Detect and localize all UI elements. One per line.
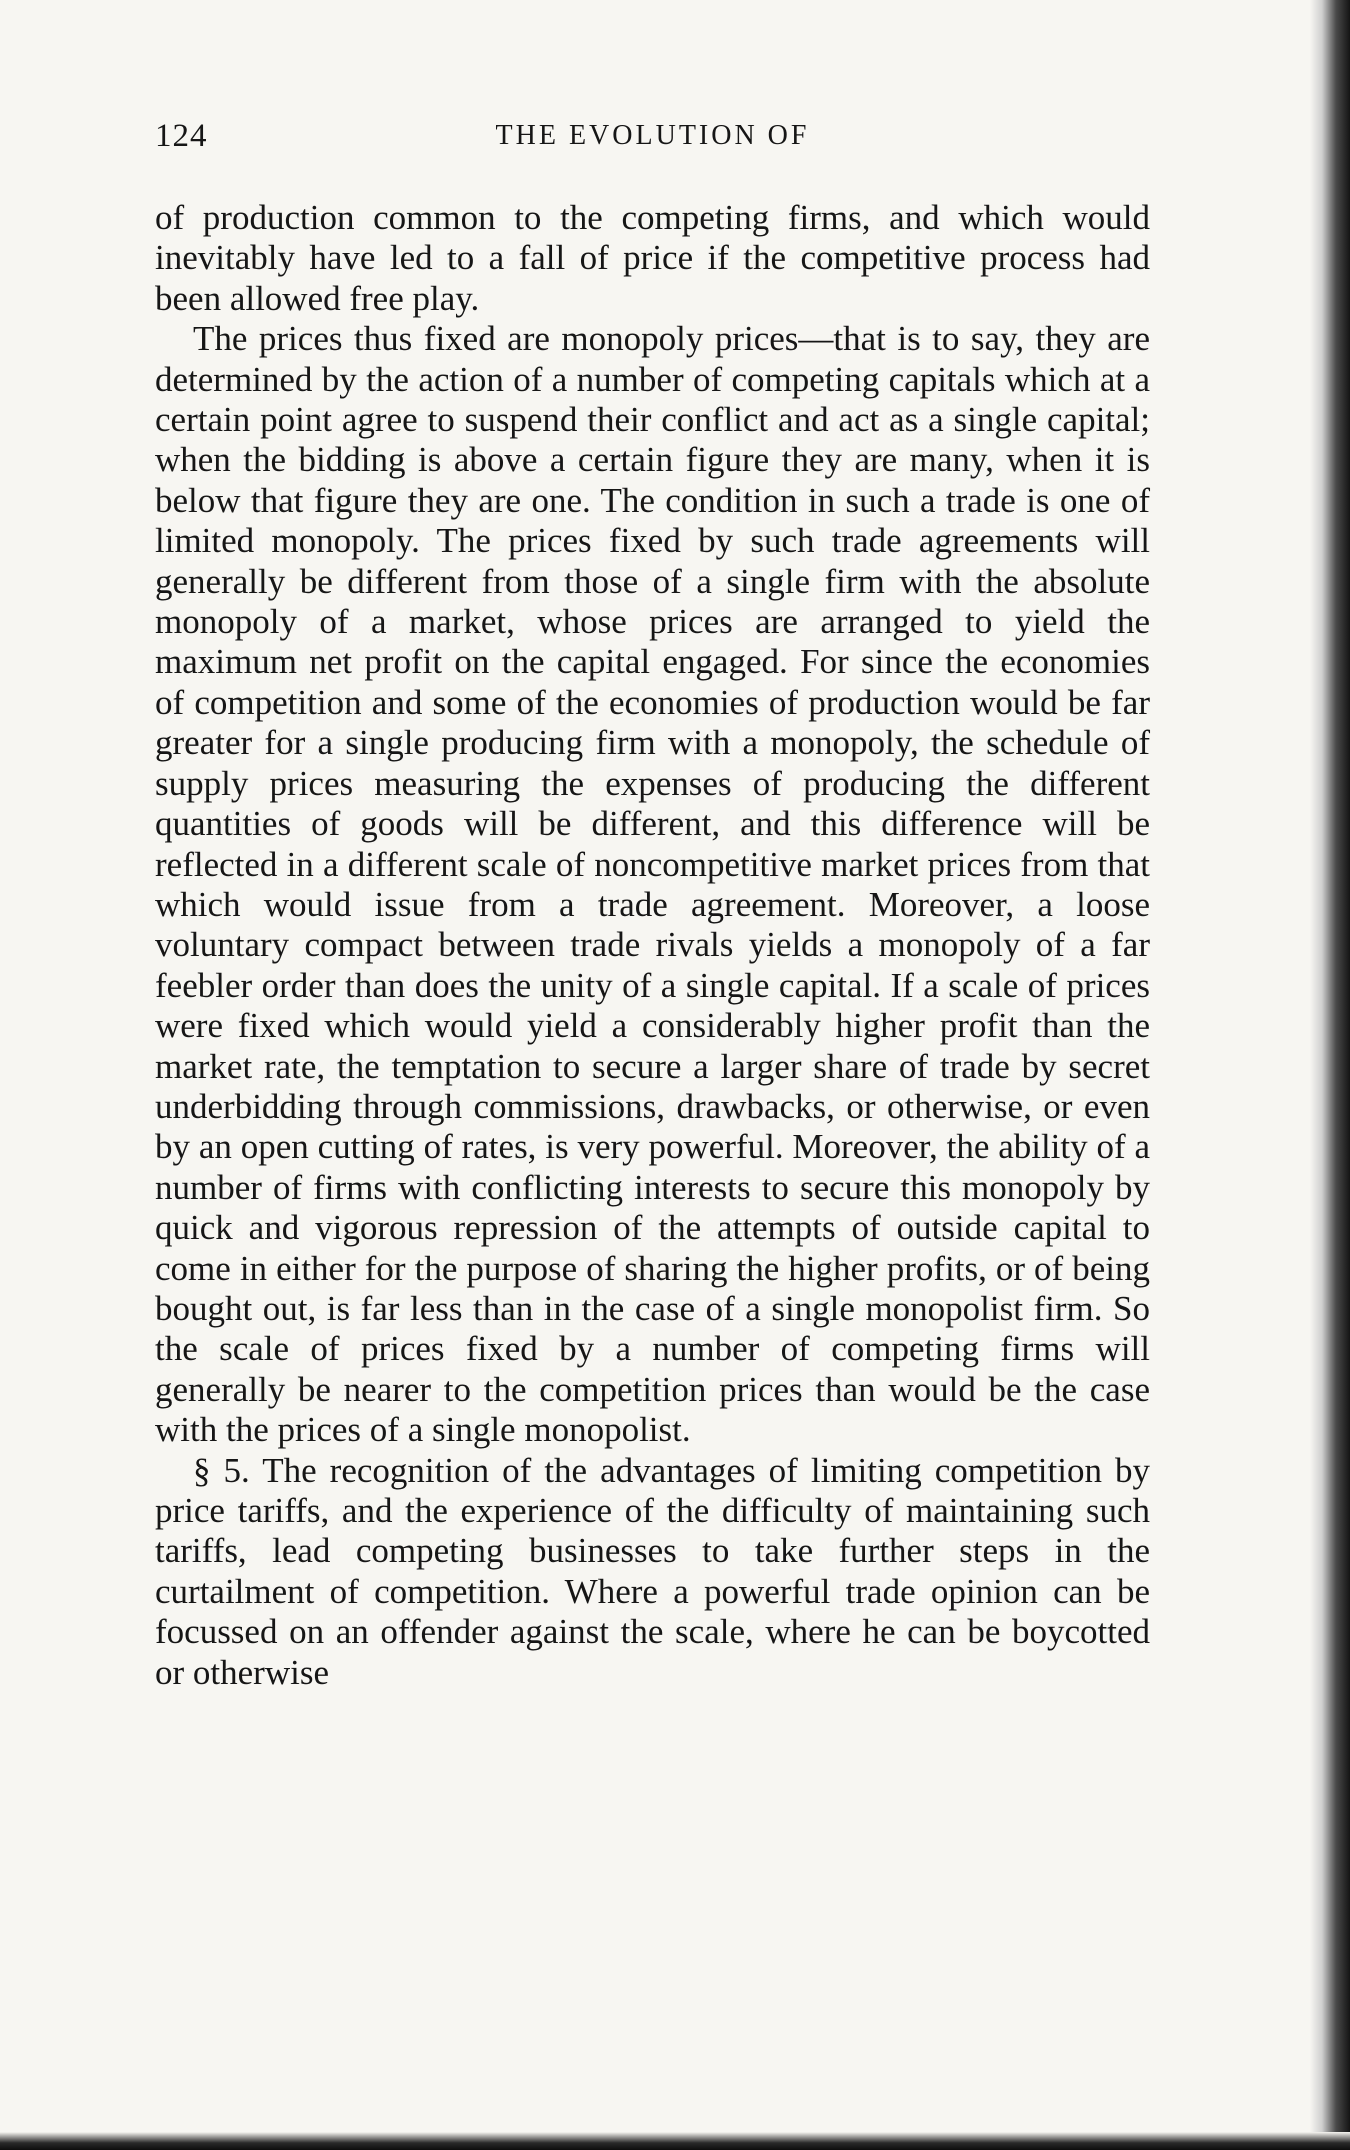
running-head: THE EVOLUTION OF <box>495 120 810 151</box>
body-text <box>155 198 1150 1693</box>
page-header <box>155 118 1150 168</box>
bottom-edge <box>0 2132 1350 2150</box>
page-number: 124 <box>155 118 208 154</box>
paragraph-monopoly-prices: The prices thus fixed are monopoly prices—that is to say, they are determined by the action of a number of competing capitals which at a certain point agree to suspend their conflict and act as a single capital; when the bidding is above a certain figure they are many, when it is below that figure they are one. The condition in such a trade is one of limited monopoly. The prices fixed by such trade agreements will generally be different from those of a single firm with the absolute monopoly of a market, whose prices are arranged to yield the maximum net profit on the capital engaged. For since the economies of competition and some of the economies of production would be far greater for a single producing firm with a monopoly, the schedule of supply prices measuring the expenses of producing the different quantities of goods will be different, and this difference will be reflected in a different scale of noncompetitive market prices from that which would issue from a trade agreement. Moreover, a loose voluntary compact between trade rivals yields a monopoly of a far feebler order than does the unity of a single capital. If a scale of prices were fixed which would yield a considerably higher profit than the market rate, the temptation to secure a larger share of trade by secret underbidding through commissions, drawbacks, or otherwise, or even by an open cutting of rates, is very powerful. Moreover, the ability of a number of firms with conflicting interests to secure this monopoly by quick and vigorous repression of the attempts of outside capital to come in either for the purpose of sharing the higher profits, or of being bought out, is far less than in the case of a single monopolist firm. So the scale of prices fixed by a number of competing firms will generally be nearer to the competition prices than would be the case with the prices of a single monopolist. <box>155 319 1150 1450</box>
paragraph-section-5: § 5. The recognition of the advantages of limiting competition by price tariffs, and the experience of the difficulty of maintaining such tariffs, lead competing businesses to take further steps in the curtailment of competition. Where a powerful trade opinion can be focussed on an offender against the scale, where he can be boycotted or otherwise <box>155 1450 1150 1692</box>
binding-edge <box>1310 0 1350 2150</box>
paragraph-continuation: of production common to the competing firms, and which would inevitably have led to a fall of price if the competitive process had been allowed free play. <box>155 198 1150 318</box>
